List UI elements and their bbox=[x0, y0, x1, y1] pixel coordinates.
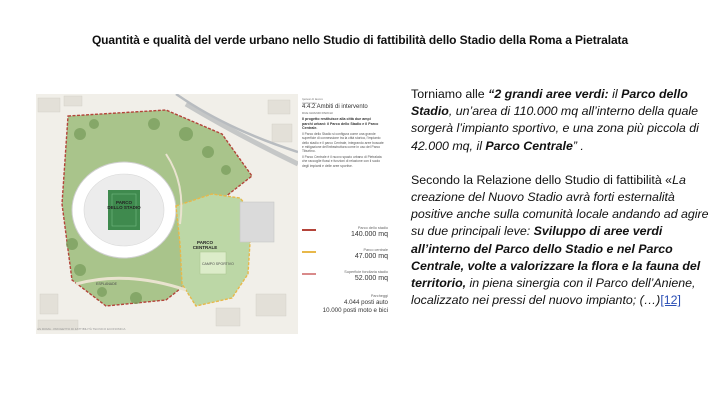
legend-value: 52.000 mq bbox=[354, 275, 388, 282]
footnote-reference-link[interactable]: [12] bbox=[660, 293, 681, 308]
figure-note: Ipotesi di lavoro preliminare bbox=[302, 97, 324, 105]
legend-swatch bbox=[302, 251, 316, 253]
map-label-parco-centrale bbox=[182, 240, 228, 250]
p1-text-a: Torniamo alle bbox=[411, 87, 489, 101]
masterplan-figure bbox=[36, 94, 396, 334]
figure-lead-text: Il progetto restituisce alla città due ampi parchi urbani: il Parco dello Stadio e il Parco Centrale. bbox=[302, 117, 379, 131]
p2-text-d: in piena sinergia con il Parco dell’Aniene, localizzato nei pressi del nuovo impianto; (…) bbox=[411, 276, 696, 308]
figure-paragraph-2: Il Parco Centrale è il nuovo spazio urbano di Pietralata che raccoglie flussi e funzioni di relazione con il suolo degli impianti e delle aree sportive. bbox=[302, 155, 382, 168]
legend-value: 140.000 mq bbox=[351, 231, 388, 238]
p1-text-e: , un’area di 110.000 mq all’interno della quale sorgerà l’impianto sportivo, e una zona più piccola di 42.000 mq, il bbox=[411, 104, 699, 153]
map-label-parco-centrale-line1: PARCO bbox=[197, 240, 213, 245]
legend-swatch bbox=[302, 273, 316, 275]
map-label-parco-stadio-line2: DELLO STADIO bbox=[107, 205, 141, 210]
figure-section-title: 4.4.2 Ambiti di intervento bbox=[302, 104, 368, 110]
legend-value: 47.000 mq bbox=[354, 253, 388, 260]
legend-swatch bbox=[302, 229, 316, 231]
p1-text-b: “2 grandi aree verdi: bbox=[488, 87, 609, 101]
figure-footnote: AS ROMA · PROGETTO DI FATTIBILITÀ TECNICO ECONOMICA bbox=[37, 327, 126, 331]
paragraph-1 bbox=[411, 86, 711, 155]
p2-text-a: Secondo la Relazione dello Studio di fattibilità « bbox=[411, 172, 673, 187]
map-label-esplanade: ESPLANADE bbox=[96, 282, 118, 286]
masterplan-map bbox=[36, 94, 298, 334]
figure-section-subtitle: DUE GRANDI PARCHI bbox=[302, 111, 333, 115]
figure-paragraph-1: Il Parco dello Stadio si configura come una grande superficie di connessione tra la città storica, l'impianto dello stadio e il parco Centrale, integrando aree boscate e mitigazione dell'infrastruttura come in uso del Parco Tiburtino. bbox=[302, 132, 384, 154]
parking-value-auto: 4.044 posti auto bbox=[343, 299, 388, 306]
parking-label: Parcheggi bbox=[370, 294, 388, 298]
paragraph-2 bbox=[411, 172, 711, 310]
legend-label: Parco centrale bbox=[363, 248, 388, 252]
map-label-parco-stadio-line1: PARCO bbox=[116, 200, 132, 205]
p2-text-c: Sviluppo di aree verdi all’interno del Parco dello Stadio e nel Parco Centrale, volte a valorizzare la flora e la fauna del territorio, bbox=[411, 224, 701, 291]
slide-title: Quantità e qualità del verde urbano nello Studio di fattibilità dello Stadio della Roma a Pietralata bbox=[91, 33, 629, 47]
parking-value-moto: 10.000 posti moto e bici bbox=[322, 307, 388, 314]
map-label-parco-centrale-line2: CENTRALE bbox=[192, 245, 218, 250]
map-label-sportivo: CAMPO SPORTIVO bbox=[202, 262, 234, 266]
p2-text-b: La creazione del Nuovo Stadio avrà forti esternalità positive anche sulla comunità locale andando ad agire su due principali leve: bbox=[411, 172, 709, 239]
map-label-parco-stadio bbox=[102, 200, 146, 210]
p1-text-g: ” . bbox=[572, 138, 584, 153]
p1-text-d: Parco dello Stadio bbox=[411, 87, 688, 119]
figure-info-panel bbox=[298, 94, 396, 334]
p1-text-c: il bbox=[608, 87, 622, 101]
legend-label: Parco dello stadio bbox=[357, 226, 388, 230]
p1-text-f: Parco Centrale bbox=[485, 138, 573, 153]
body-text bbox=[411, 86, 711, 309]
legend-label: Superficie fondiaria stadio bbox=[344, 270, 388, 274]
